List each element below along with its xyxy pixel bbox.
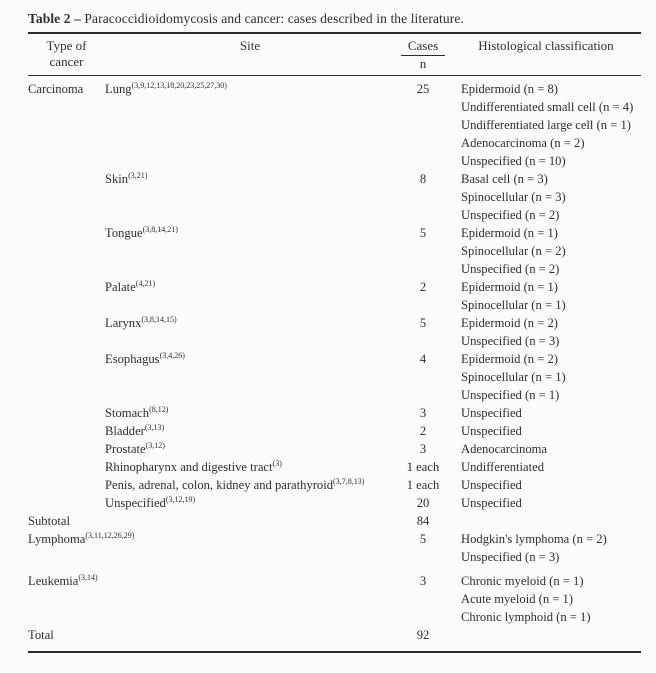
- header-type-line1: Type of: [46, 38, 87, 53]
- table-row: [28, 224, 641, 278]
- header-cases-unit: n: [419, 56, 427, 71]
- histology-cell: [451, 170, 641, 224]
- histology-line: Unspecified: [461, 424, 522, 438]
- histology-cell: [451, 224, 641, 278]
- table-row: [28, 314, 641, 350]
- header-cases: [395, 38, 451, 72]
- histology-cell: [451, 530, 641, 566]
- reference-superscript: (8,12): [149, 404, 169, 414]
- histology-line: Undifferentiated: [461, 460, 544, 474]
- table-row: [28, 626, 641, 644]
- reference-superscript: (3,11,12,26,29): [85, 530, 135, 540]
- cancer-type-cell: Carcinoma: [28, 82, 84, 96]
- site-cell: Lung$^{(3,9,12,13,18,20,23,25,27,30)}$: [105, 80, 227, 96]
- table-caption-label: Table 2 –: [28, 11, 81, 26]
- site-cell: Prostate$^{(3,12)}$: [105, 440, 165, 456]
- table-row: [28, 170, 641, 224]
- site-cell: [105, 572, 395, 626]
- histology-cell: [451, 404, 641, 422]
- histology-cell: [451, 80, 641, 170]
- histology-line: Spinocellular (n = 1): [461, 298, 566, 312]
- cases-cell: 4: [419, 352, 427, 366]
- reference-superscript: (3,4,26): [159, 350, 185, 360]
- histology-line: Epidermoid (n = 2): [461, 316, 558, 330]
- table-row: [28, 530, 641, 566]
- cancer-type-cell: [28, 440, 105, 458]
- cases-cell: 3: [419, 574, 427, 588]
- cases-cell: 1 each: [406, 478, 440, 492]
- table-row: [28, 440, 641, 458]
- reference-superscript: (3,13): [144, 422, 165, 432]
- cases-cell: 1 each: [406, 460, 440, 474]
- histology-cell: [451, 626, 641, 644]
- histology-cell: [451, 314, 641, 350]
- site-cell: Tongue$^{(3,8,14,21)}$: [105, 224, 178, 240]
- table-row: [28, 494, 641, 512]
- histology-cell: [451, 422, 641, 440]
- cases-cell: 20: [416, 496, 430, 510]
- reference-superscript: (3,12,19): [165, 494, 196, 504]
- table-row: [28, 350, 641, 404]
- site-cell: Rhinopharynx and digestive tract$^{(3)}$: [105, 458, 282, 474]
- table-caption-text: Paracoccidioidomycosis and cancer: cases described in the literature.: [84, 11, 464, 26]
- histology-cell: [451, 350, 641, 404]
- site-cell: [105, 530, 395, 566]
- table-row: [28, 572, 641, 626]
- reference-superscript: (3,12): [145, 440, 165, 450]
- header-histological-classification: [451, 38, 641, 72]
- header-type-line2: cancer: [49, 54, 84, 69]
- cases-cell: 2: [419, 280, 427, 294]
- site-cell: Esophagus$^{(3,4,26)}$: [105, 350, 185, 366]
- reference-superscript: (3): [272, 458, 282, 468]
- table-row: [28, 404, 641, 422]
- histology-line: Spinocellular (n = 2): [461, 244, 566, 258]
- cases-cell: 84: [416, 514, 430, 528]
- header-site-label: Site: [239, 38, 261, 53]
- cases-cell: 3: [419, 442, 427, 456]
- histology-line: Unspecified (n = 2): [461, 262, 560, 276]
- histology-line: Chronic lymphoid (n = 1): [461, 610, 591, 624]
- histology-cell: [451, 476, 641, 494]
- cases-cell: 25: [416, 82, 430, 96]
- histology-line: Undifferentiated small cell (n = 4): [461, 100, 634, 114]
- cancer-type-cell: [28, 458, 105, 476]
- reference-superscript: (3,14): [78, 572, 98, 582]
- histology-cell: [451, 512, 641, 530]
- histology-line: Spinocellular (n = 1): [461, 370, 566, 384]
- site-cell: Bladder$^{(3,13)}$: [105, 422, 165, 438]
- cancer-type-cell: Leukemia$^{(3,14)}$: [28, 572, 98, 588]
- site-cell: Larynx$^{(3,8,14,15)}$: [105, 314, 177, 330]
- cancer-type-cell: [28, 224, 105, 278]
- cancer-type-cell: [28, 350, 105, 404]
- cancer-type-cell: [28, 422, 105, 440]
- histology-line: Unspecified: [461, 406, 522, 420]
- histology-line: Epidermoid (n = 2): [461, 352, 558, 366]
- table: [28, 32, 641, 653]
- cancer-type-cell: Subtotal: [28, 514, 70, 528]
- histology-line: Epidermoid (n = 1): [461, 226, 558, 240]
- cancer-type-cell: Lymphoma$^{(3,11,12,26,29)}$: [28, 530, 135, 546]
- histology-line: Unspecified (n = 3): [461, 550, 560, 564]
- histology-line: Unspecified (n = 3): [461, 334, 560, 348]
- histology-line: Unspecified (n = 2): [461, 208, 560, 222]
- table-row: [28, 422, 641, 440]
- cases-cell: 5: [419, 226, 427, 240]
- histology-line: Unspecified: [461, 496, 522, 510]
- histology-line: Unspecified: [461, 478, 522, 492]
- cases-cell: 5: [419, 316, 427, 330]
- histology-line: Epidermoid (n = 8): [461, 82, 558, 96]
- reference-superscript: (3,21): [128, 170, 148, 180]
- header-site: [105, 38, 395, 72]
- histology-cell: [451, 440, 641, 458]
- header-type-of-cancer: [28, 38, 105, 72]
- site-cell: Penis, adrenal, colon, kidney and parathyroid$^{(3,7,8,13)}$: [105, 476, 365, 492]
- cancer-type-cell: Total: [28, 628, 54, 642]
- cases-cell: 3: [419, 406, 427, 420]
- site-cell: Skin$^{(3,21)}$: [105, 170, 148, 186]
- cases-cell: 8: [419, 172, 427, 186]
- header-histology-label: Histological classification: [478, 38, 614, 53]
- table-row: [28, 278, 641, 314]
- table-row: [28, 458, 641, 476]
- histology-line: Epidermoid (n = 1): [461, 280, 558, 294]
- histology-line: Unspecified (n = 10): [461, 154, 566, 168]
- cases-cell: 5: [419, 532, 427, 546]
- reference-superscript: (3,9,12,13,18,20,23,25,27,30): [131, 80, 227, 90]
- site-cell: Unspecified$^{(3,12,19)}$: [105, 494, 196, 510]
- histology-line: Hodgkin's lymphoma (n = 2): [461, 532, 607, 546]
- site-cell: Stomach$^{(8,12)}$: [105, 404, 169, 420]
- histology-cell: [451, 278, 641, 314]
- cancer-type-cell: [28, 494, 105, 512]
- histology-line: Spinocellular (n = 3): [461, 190, 566, 204]
- histology-cell: [451, 572, 641, 626]
- cancer-type-cell: [28, 476, 105, 494]
- cases-cell: 92: [416, 628, 430, 642]
- histology-line: Basal cell (n = 3): [461, 172, 548, 186]
- cancer-type-cell: [28, 314, 105, 350]
- table-header: [28, 34, 641, 76]
- histology-line: Unspecified (n = 1): [461, 388, 560, 402]
- histology-line: Acute myeloid (n = 1): [461, 592, 574, 606]
- cancer-type-cell: [28, 404, 105, 422]
- table-row: [28, 476, 641, 494]
- cases-cell: 2: [419, 424, 427, 438]
- site-cell: [105, 626, 395, 644]
- cancer-type-cell: [28, 278, 105, 314]
- reference-superscript: (4,21): [135, 278, 156, 288]
- header-cases-label: Cases: [401, 38, 445, 56]
- table-caption: [28, 11, 641, 27]
- reference-superscript: (3,7,8,13): [333, 476, 365, 486]
- reference-superscript: (3,8,14,15): [141, 314, 177, 324]
- histology-line: Adenocarcinoma: [461, 442, 548, 456]
- site-cell: Palate$^{(4,21)}$: [105, 278, 156, 294]
- table-body: [28, 76, 641, 651]
- histology-line: Chronic myeloid (n = 1): [461, 574, 584, 588]
- table-row: [28, 512, 641, 530]
- cancer-type-cell: [28, 170, 105, 224]
- histology-line: Adenocarcinoma (n = 2): [461, 136, 585, 150]
- histology-line: Undifferentiated large cell (n = 1): [461, 118, 631, 132]
- reference-superscript: (3,8,14,21): [142, 224, 178, 234]
- histology-cell: [451, 458, 641, 476]
- table-row: [28, 80, 641, 170]
- site-cell: [105, 512, 395, 530]
- histology-cell: [451, 494, 641, 512]
